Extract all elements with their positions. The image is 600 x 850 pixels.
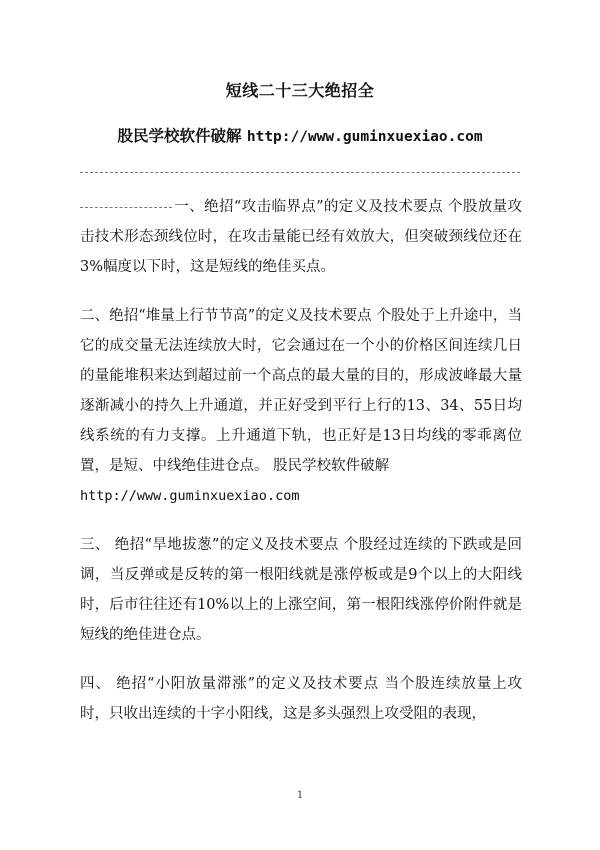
document-subtitle [0, 124, 600, 146]
paragraph-2-text: 二、绝招“堆量上行节节高”的定义及技术要点 个股处于上升途中，当它的成交量无法连续放大时，它会通过在一个小的价格区间连续几日的量能堆积来达到超过前一个高点的最大量的目的，形成波峰最大量逐渐减小的持久上升通道，并正好受到平行上行的13、34、55日均线系统的有力支撑。上升通道下轨，也正好是13日均线的零乖离位置，是短、中线绝佳进仓点。 股民学校软件破解 [80, 308, 522, 474]
paragraph-2-url: http://www.guminxuexiao.com [80, 488, 300, 504]
dashed-separator [80, 172, 520, 173]
paragraph-2 [80, 301, 522, 511]
leading-dashes [80, 207, 172, 208]
document-body [80, 192, 522, 748]
paragraph-4-text: 四、 绝招“小阳放量滞涨”的定义及技术要点 当个股连续放量上攻时，只收出连续的十字小阳线，这是多头强烈上攻受阻的表现， [80, 676, 522, 722]
paragraph-1-text: 一、绝招“攻击临界点”的定义及技术要点 个股放量攻击技术形态颈线位时，在攻击量能已经有效放大，但突破颈线位还在3%幅度以下时，这是短线的绝佳买点。 [80, 199, 522, 275]
subtitle-url: http://www.guminxuexiao.com [246, 129, 483, 145]
paragraph-3-text: 三、 绝招“旱地拔葱”的定义及技术要点 个股经过连续的下跌或是回调，当反弹或是反转的第一根阳线就是涨停板或是9个以上的大阳线时，后市往往还有10%以上的上涨空间，第一根阳线涨停价附件就是短线的绝佳进仓点。 [80, 537, 522, 643]
paragraph-1 [80, 192, 522, 282]
document-title: 短线二十三大绝招全 [225, 81, 375, 100]
subtitle-text: 股民学校软件破解 [117, 127, 242, 145]
paragraph-3 [80, 530, 522, 650]
page-number: 1 [296, 790, 304, 801]
paragraph-4 [80, 669, 522, 729]
